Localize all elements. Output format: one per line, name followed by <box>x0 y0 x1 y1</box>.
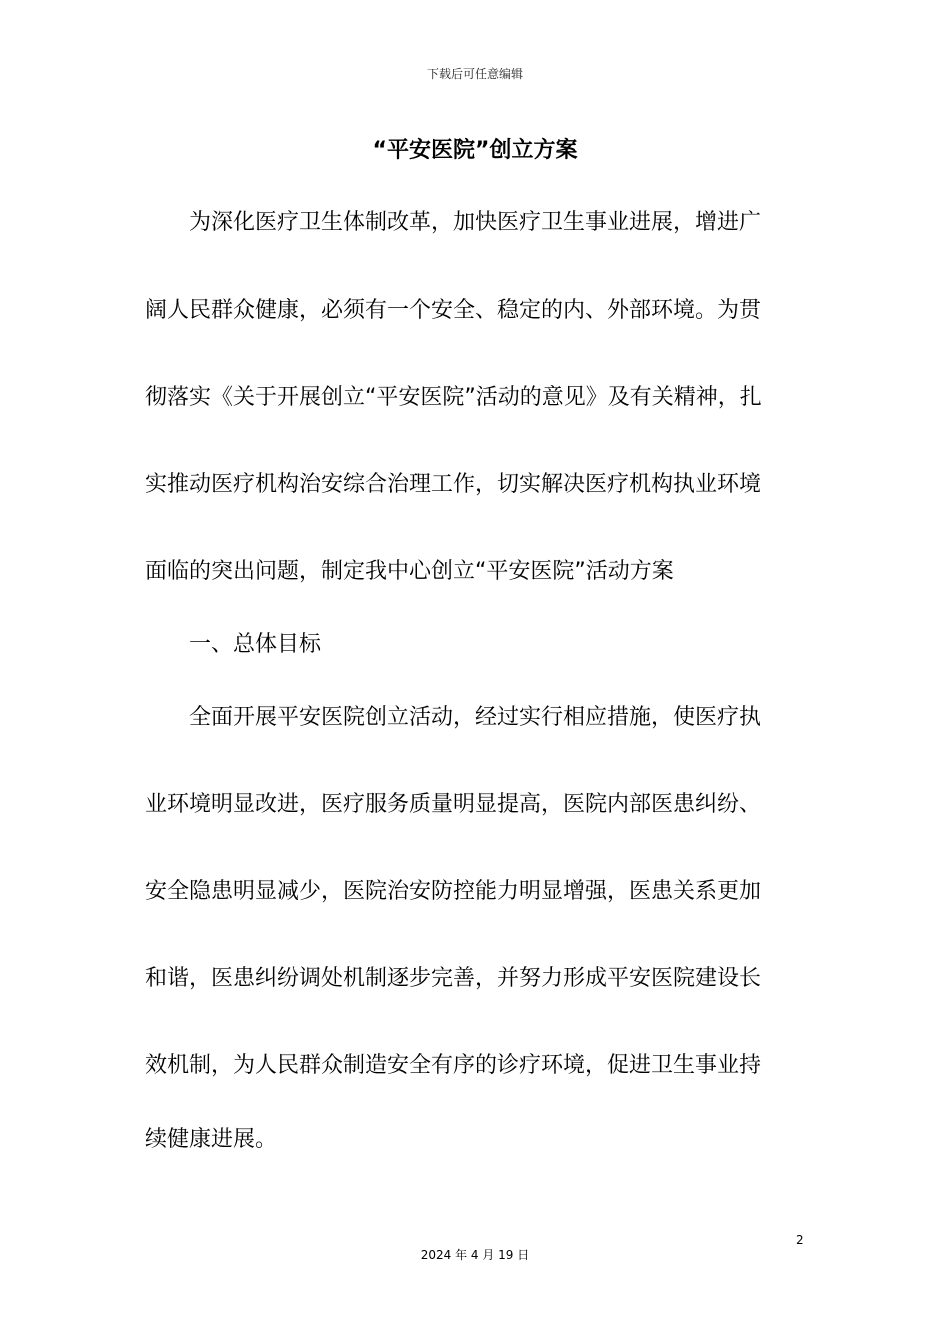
paragraph-line: 实推动医疗机构治安综合治理工作，切实解决医疗机构执业环境 <box>145 472 762 497</box>
paragraph-line: 彻落实《关于开展创立“平安医院”活动的意见》及有关精神，扎 <box>145 385 762 410</box>
paragraph-line: 阔人民群众健康，必须有一个安全、稳定的内、外部环境。为贯 <box>145 298 762 323</box>
paragraph-line: 业环境明显改进，医疗服务质量明显提高，医院内部医患纠纷、 <box>145 792 762 817</box>
paragraph-line: 面临的突出问题，制定我中心创立“平安医院”活动方案 <box>145 559 674 584</box>
page-header: 下载后可任意编辑 <box>426 67 523 81</box>
document-title: “平安医院”创立方案 <box>372 138 578 163</box>
page-number: 2 <box>796 1233 804 1247</box>
paragraph-line: 全面开展平安医院创立活动，经过实行相应措施，使医疗执 <box>145 705 762 730</box>
paragraph-line: 效机制，为人民群众制造安全有序的诊疗环境，促进卫生事业持 <box>145 1053 762 1078</box>
paragraph-line: 和谐，医患纠纷调处机制逐步完善，并努力形成平安医院建设长 <box>145 966 762 991</box>
section-heading: 一、总体目标 <box>145 632 322 657</box>
paragraph-line: 安全隐患明显减少，医院治安防控能力明显增强，医患关系更加 <box>145 879 762 904</box>
paragraph-line: 续健康进展。 <box>145 1127 278 1152</box>
footer-date: 2024 年 4 月 19 日 <box>420 1248 530 1262</box>
paragraph-line: 为深化医疗卫生体制改革，加快医疗卫生事业进展，增进广 <box>145 210 762 235</box>
